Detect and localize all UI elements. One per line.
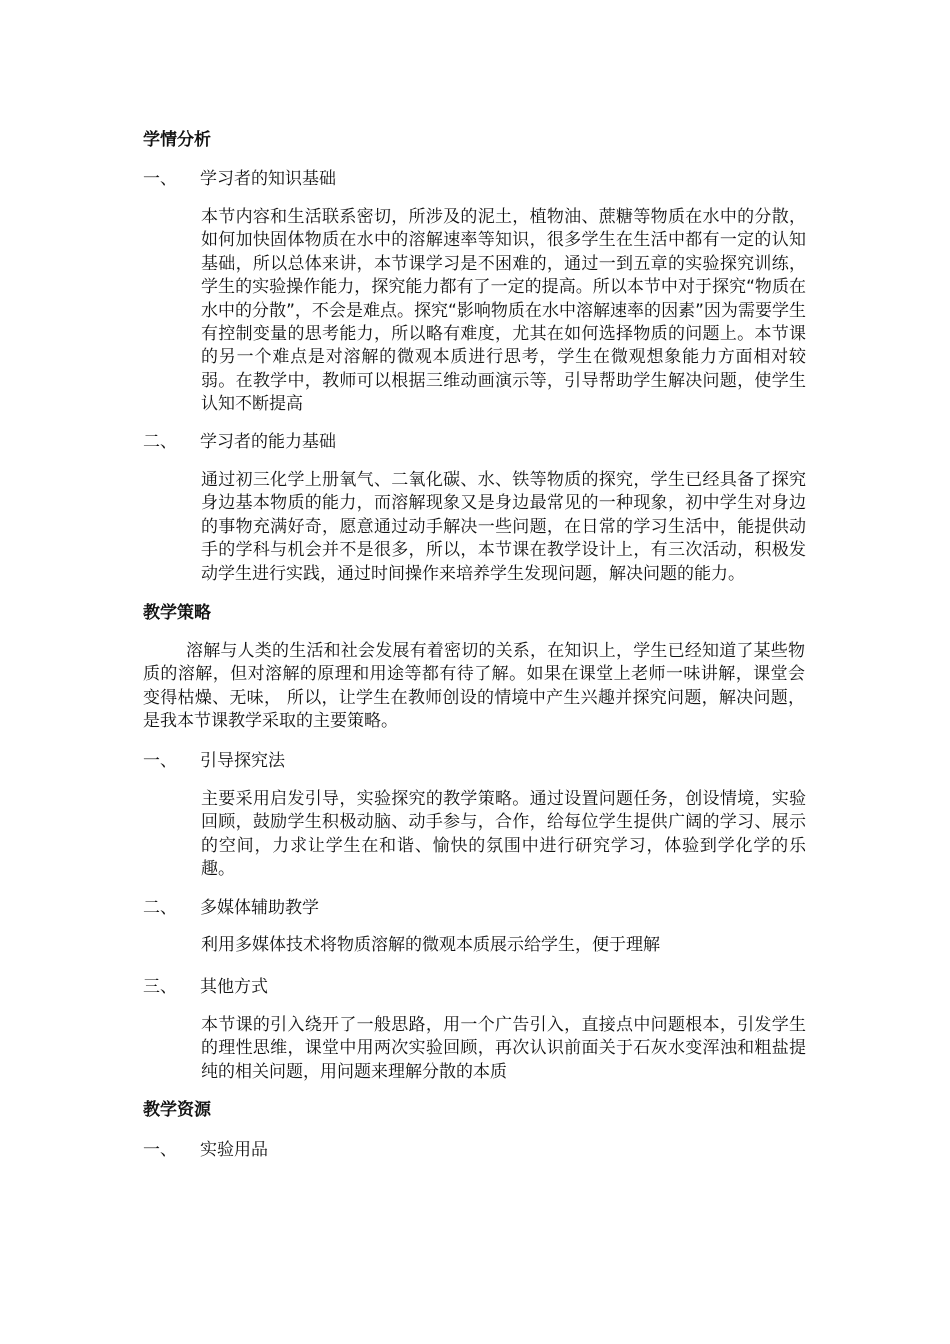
subsection-heading (143, 167, 336, 191)
body-paragraph: 利用多媒体技术将物质溶解的微观本质展示给学生，便于理解 (201, 935, 660, 955)
subsection-heading (143, 975, 268, 999)
subsection-number: 一、 (143, 751, 177, 771)
subsection-number: 一、 (143, 1140, 177, 1160)
subsection-number: 三、 (143, 977, 177, 997)
subsection-heading (143, 430, 336, 454)
subsection-title: 学习者的知识基础 (200, 169, 336, 189)
section-heading-learner-analysis: 学情分析 (143, 130, 211, 150)
subsection-title: 其他方式 (200, 977, 268, 997)
intro-paragraph: 溶解与人类的生活和社会发展有着密切的关系，在知识上，学生已经知道了某些物质的溶解，但对溶解的原理和用途等都有待了解。如果在课堂上老师一味讲解，课堂会变得枯燥、无味， 所以，让学生在教师创设的情境中产生兴趣并探究问题，解决问题，是我本节课教学采取的主要策略。 (143, 641, 805, 732)
body-paragraph: 通过初三化学上册氧气、二氧化碳、水、铁等物质的探究，学生已经具备了探究身边基本物质的能力，而溶解现象又是身边最常见的一种现象，初中学生对身边的事物充满好奇，愿意通过动手解决一些问题，在日常的学习生活中，能提供动手的学科与机会并不是很多，所以，本节课在教学设计上，有三次活动，积极发动学生进行实践，通过时间操作来培养学生发现问题，解决问题的能力。 (201, 470, 806, 584)
subsection-title: 学习者的能力基础 (200, 432, 336, 452)
subsection-number: 二、 (143, 898, 177, 918)
subsection-title: 实验用品 (200, 1140, 268, 1160)
subsection-heading (143, 749, 285, 773)
subsection-title: 引导探究法 (200, 751, 285, 771)
subsection-heading (143, 1138, 268, 1162)
subsection-number: 一、 (143, 169, 177, 189)
section-heading-teaching-strategy: 教学策略 (143, 603, 211, 623)
body-paragraph: 本节课的引入绕开了一般思路，用一个广告引入，直接点中问题根本，引发学生的理性思维，课堂中用两次实验回顾，再次认识前面关于石灰水变浑浊和粗盐提纯的相关问题，用问题来理解分散的本质 (201, 1015, 806, 1082)
subsection-heading (143, 896, 319, 920)
subsection-title: 多媒体辅助教学 (200, 898, 319, 918)
section-heading-teaching-resources: 教学资源 (143, 1100, 211, 1120)
body-paragraph: 本节内容和生活联系密切，所涉及的泥土，植物油、蔗糖等物质在水中的分散，如何加快固体物质在水中的溶解速率等知识，很多学生在生活中都有一定的认知基础，所以总体来讲，本节课学习是不困难的，通过一到五章的实验探究训练，学生的实验操作能力，探究能力都有了一定的提高。所以本节中对于探究“物质在水中的分散”，不会是难点。探究“影响物质在水中溶解速率的因素”因为需要学生有控制变量的思考能力，所以略有难度，尤其在如何选择物质的问题上。本节课的另一个难点是对溶解的微观本质进行思考，学生在微观想象能力方面相对较弱。在教学中，教师可以根据三维动画演示等，引导帮助学生解决问题，使学生认知不断提高 (201, 207, 806, 415)
body-paragraph: 主要采用启发引导，实验探究的教学策略。通过设置问题任务，创设情境，实验回顾，鼓励学生积极动脑、动手参与，合作，给每位学生提供广阔的学习、展示的空间，力求让学生在和谐、愉快的氛围中进行研究学习，体验到学化学的乐趣。 (201, 789, 806, 880)
subsection-number: 二、 (143, 432, 177, 452)
